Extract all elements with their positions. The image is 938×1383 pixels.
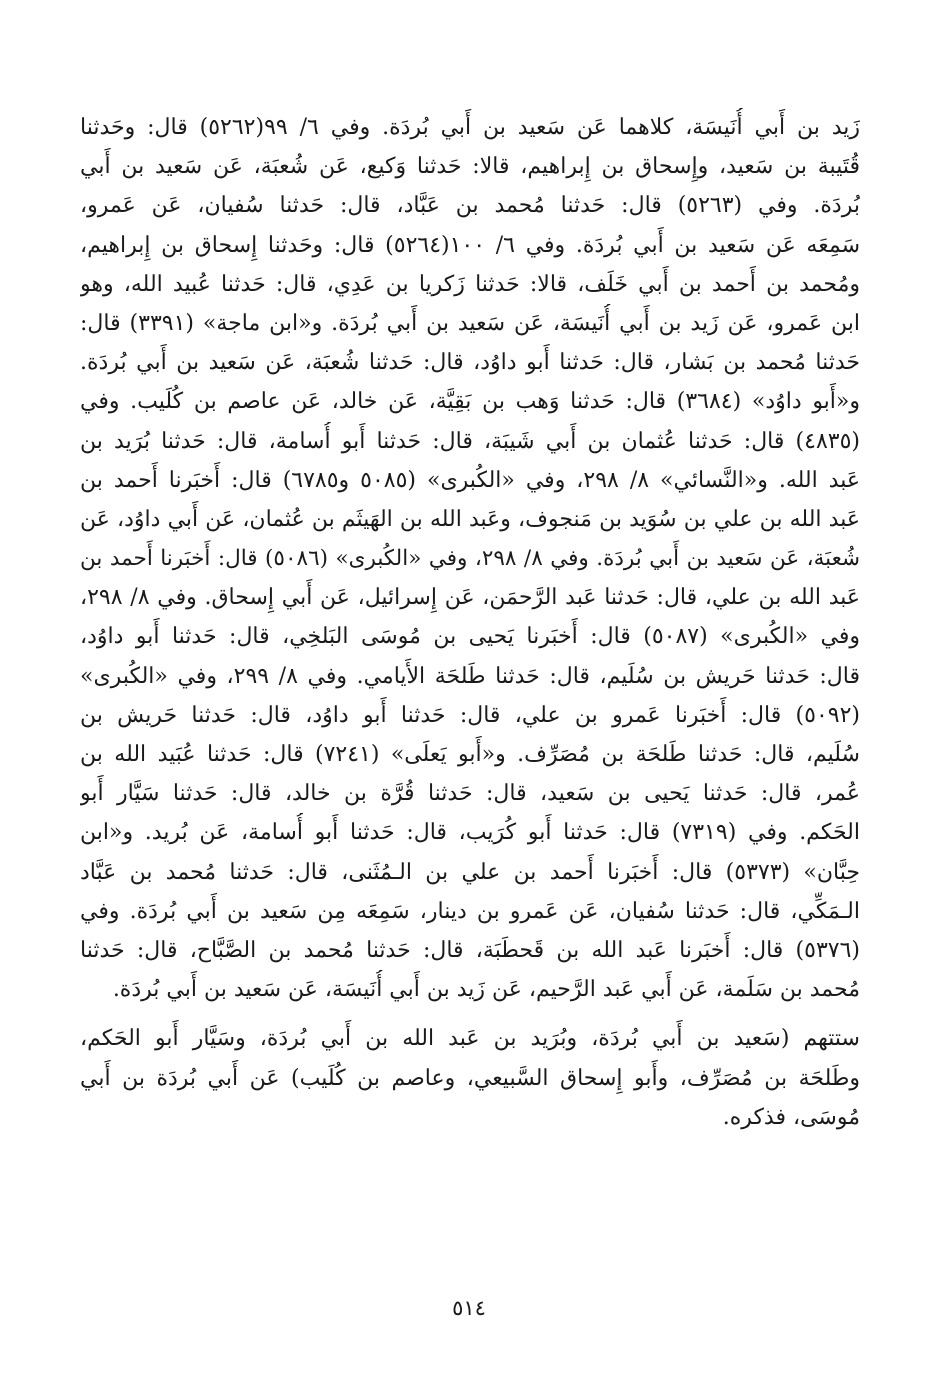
text-line: عُمر، قال: حَدثنا يَحيى بن سَعيد، قال: حَدثنا قُرَّة بن خالد، قال: حَدثنا سَيَّار أَبو [80, 781, 860, 807]
text-line: و«أَبو داوُد» (٣٦٨٤) قال: حَدثنا وَهب بن بَقِيَّة، عَن خالد، عَن عاصم بن كُلَيب. وفي [80, 389, 860, 415]
paragraph-2 [80, 1019, 860, 1137]
page-body [80, 108, 860, 1137]
text-line: مُوسَى، فذكره. [722, 1104, 860, 1130]
text-line: مُحمد بن سَلَمة، عَن أَبي عَبد الرَّحيم، عَن زَيد بن أَبي أُنَيسَة، عَن سَعيد بن أَبي بُردَة. [112, 977, 860, 1003]
paragraph-gap [80, 1009, 860, 1019]
page-number: ٥١٤ [452, 1296, 486, 1320]
text-line: حَدثنا مُحمد بن بَشار، قال: حَدثنا أَبو داوُد، قال: حَدثنا شُعبَة، عَن سَعيد بن أَبي بُردَة. [80, 350, 860, 376]
text-line: قُتَيبة بن سَعيد، وإِسحاق بن إِبراهيم، قالا: حَدثنا وَكيع، عَن شُعبَة، عَن سَعيد بن أَبي [80, 154, 860, 180]
text-line: ابن عَمرو، عَن زَيد بن أَبي أُنَيسَة، عَن سَعيد بن أَبي بُردَة. و«ابن ماجة» (٣٣٩١) قال: [80, 310, 860, 336]
text-line: وطَلحَة بن مُصَرِّف، وأَبو إِسحاق السَّبيعي، وعاصم بن كُلَيب) عَن أَبي بُردَة بن أَبي [80, 1065, 860, 1091]
paragraph-1 [80, 108, 860, 1009]
text-line: (٤٨٣٥) قال: حَدثنا عُثمان بن أَبي شَيبَة، قال: حَدثنا أَبو أُسامة، قال: حَدثنا بُرَيد بن [80, 428, 860, 454]
text-line: ستتهم (سَعيد بن أَبي بُردَة، وبُرَيد بن عَبد الله بن أَبي بُردَة، وسَيَّار أَبو الحَكم، [80, 1026, 860, 1052]
text-line: حِبَّان» (٥٣٧٣) قال: أَخبَرنا أَحمد بن علي بن الـمُثَنى، قال: حَدثنا مُحمد بن عَبَّاد [80, 859, 860, 885]
text-line: الحَكم. وفي (٧٣١٩) قال: حَدثنا أَبو كُرَيب، قال: حَدثنا أَبو أُسامة، عَن بُريد. و«ابن [80, 820, 860, 846]
text-line: وفي «الكُبرى» (٥٠٨٧) قال: أَخبَرنا يَحيى بن مُوسَى البَلخِي، قال: حَدثنا أَبو داوُد، [80, 624, 860, 650]
text-line: (٥٠٩٢) قال: أَخبَرنا عَمرو بن علي، قال: حَدثنا أَبو داوُد، قال: حَدثنا حَريش بن [80, 702, 860, 728]
text-line: عَبد الله بن علي بن سُوَيد بن مَنجوف، وعَبد الله بن الهَيثَم بن عُثمان، عَن أَبي داوُد، عَن [80, 506, 860, 532]
text-line: (٥٣٧٦) قال: أَخبَرنا عَبد الله بن قَحطَبَة، قال: حَدثنا مُحمد بن الصَّبَّاح، قال: حَدثنا [80, 937, 860, 963]
text-line: عَبد الله. و«النَّسائي» ٨/ ٢٩٨، وفي «الكُبرى» (٥٠٨٥ و٦٧٨٥) قال: أَخبَرنا أَحمد بن [80, 467, 860, 493]
text-line: عَبد الله بن علي، قال: حَدثنا عَبد الرَّحمَن، عَن إِسرائيل، عَن أَبي إِسحاق. وفي ٨/ ٢٩٨، [80, 585, 860, 611]
text-line: ومُحمد بن أَحمد بن أَبي خَلَف، قالا: حَدثنا زَكريا بن عَدِي، قال: حَدثنا عُبيد الله، وهو [80, 271, 860, 297]
text-line: قال: حَدثنا حَريش بن سُلَيم، قال: حَدثنا طَلحَة الأَيامي. وفي ٨/ ٢٩٩، وفي «الكُبرى» [80, 663, 860, 689]
text-line: الـمَكِّي، قال: حَدثنا سُفيان، عَن عَمرو بن دينار، سَمِعَه مِن سَعيد بن أَبي بُردَة. وفي [80, 898, 860, 924]
text-line: زَيد بن أَبي أُنَيسَة، كلاهما عَن سَعيد بن أَبي بُردَة. وفي ٦/ ٩٩(٥٢٦٢) قال: وحَدثنا [80, 115, 860, 140]
text-line: سُلَيم، قال: حَدثنا طَلحَة بن مُصَرِّف. و«أَبو يَعلَى» (٧٢٤١) قال: حَدثنا عُبَيد الله بن [80, 742, 860, 767]
text-line: سَمِعَه عَن سَعيد بن أَبي بُردَة. وفي ٦/ ١٠٠(٥٢٦٤) قال: وحَدثنا إِسحاق بن إِبراهيم، [80, 232, 860, 258]
text-line: شُعبَة، عَن سَعيد بن أَبي بُردَة. وفي ٨/ ٢٩٨، وفي «الكُبرى» (٥٠٨٦) قال: أَخبَرنا أَحمد بن [80, 546, 860, 572]
text-line: بُردَة. وفي (٥٢٦٣) قال: حَدثنا مُحمد بن عَبَّاد، قال: حَدثنا سُفيان، عَن عَمرو، [80, 193, 860, 219]
